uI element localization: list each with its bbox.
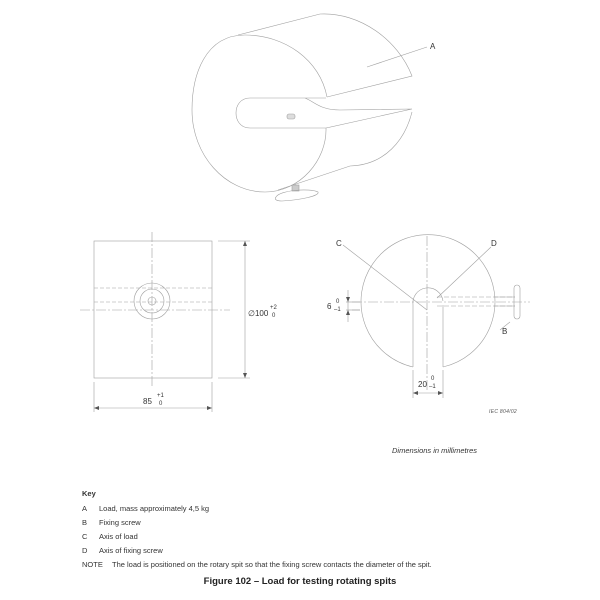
key-letter: C — [82, 532, 88, 541]
slot — [236, 98, 412, 128]
key-item — [82, 546, 432, 560]
cylinder-body — [238, 14, 412, 97]
isometric-view — [192, 14, 427, 201]
note — [82, 560, 432, 574]
note-text: The load is positioned on the rotary spit so that the fixing screw contacts the diameter of the spit. — [112, 560, 432, 569]
key-item — [82, 518, 432, 532]
slot-width-dimension: 20 — [418, 380, 427, 389]
side-view — [80, 232, 250, 412]
key-title: Key — [82, 489, 96, 498]
key-section — [82, 489, 432, 574]
leader-C — [343, 245, 427, 310]
width-tolerance-lower: 0 — [159, 401, 163, 407]
width-dimension: 85 — [143, 397, 152, 406]
figure-caption: Figure 102 – Load for testing rotating spits — [203, 576, 397, 587]
diameter-tolerance-upper: +2 — [270, 305, 277, 311]
iec-reference: IEC 804/02 — [489, 409, 518, 415]
dimensions-note: Dimensions in millimetres — [392, 446, 478, 455]
label-C: C — [336, 239, 342, 248]
note-label: NOTE — [82, 560, 103, 569]
slot-width-tolerance-upper: 0 — [431, 376, 435, 382]
key-text: Fixing screw — [99, 518, 141, 527]
leader-D — [437, 247, 491, 298]
key-letter: B — [82, 518, 88, 527]
key-text: Load, mass approximately 4,5 kg — [99, 504, 210, 513]
label-B: B — [502, 327, 508, 336]
label-A: A — [430, 42, 436, 51]
slot-thickness-tolerance-upper: 0 — [336, 299, 340, 305]
front-face — [192, 35, 327, 192]
slot-hole — [287, 114, 295, 119]
key-letter: D — [82, 546, 88, 555]
slot-width-tolerance-lower: –1 — [429, 384, 436, 390]
diameter-dimension: ∅100 — [248, 309, 269, 318]
slot-thickness-tolerance-lower: –1 — [334, 307, 341, 313]
label-D: D — [491, 239, 497, 248]
key-text: Axis of fixing screw — [99, 546, 163, 555]
diameter-tolerance-lower: 0 — [272, 313, 276, 319]
front-circle — [361, 235, 495, 367]
key-item — [82, 504, 432, 518]
key-text: Axis of load — [99, 532, 138, 541]
isometric-screw — [275, 185, 318, 201]
key-letter: A — [82, 504, 88, 513]
width-tolerance-upper: +1 — [157, 393, 164, 399]
front-view — [343, 235, 530, 398]
key-item — [82, 532, 432, 546]
slot-thickness-dimension: 6 — [327, 302, 332, 311]
side-outline — [94, 241, 212, 378]
